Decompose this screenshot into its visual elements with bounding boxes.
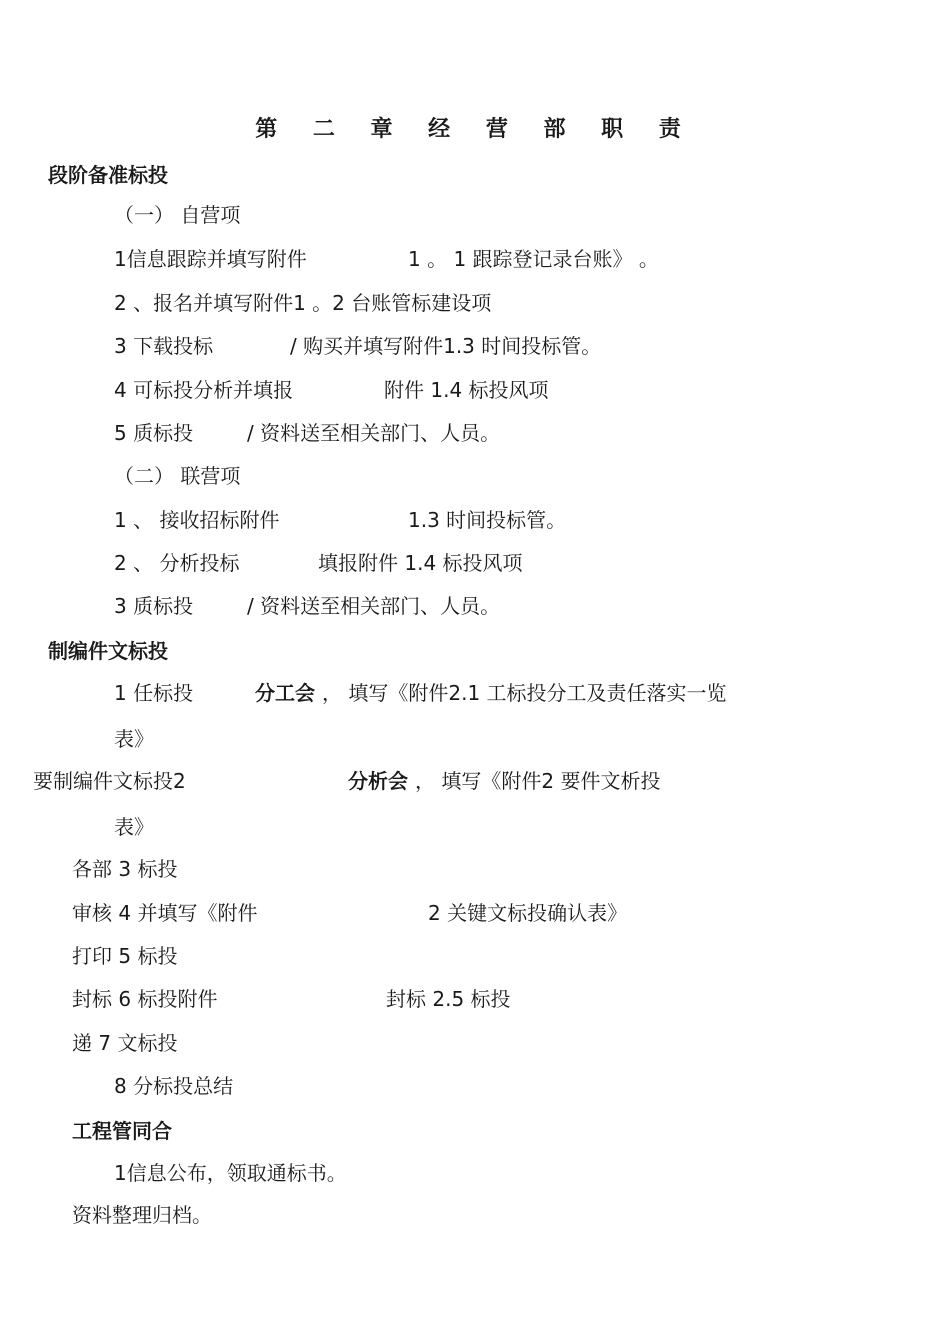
document-text-line: 填报附件 1.4 标投风项 [318, 551, 523, 575]
section-heading: 分析会 [348, 769, 408, 793]
document-text-line: 表》 [114, 727, 154, 751]
section-heading: 制编件文标投 [48, 639, 168, 663]
document-text-line: 资料整理归档。 [72, 1203, 212, 1227]
document-text-line: 2 、 分析投标 [114, 551, 240, 575]
document-text-line: 8 分标投总结 [114, 1074, 234, 1098]
document-text-line: / 资料送至相关部门、人员。 [247, 421, 501, 445]
document-text-line: / 购买并填写附件1.3 时间投标管。 [290, 334, 602, 358]
page-title: 第 二 章 经 营 部 职 责 [255, 117, 695, 142]
document-text-line: 递 7 文标投 [72, 1031, 178, 1055]
document-text-line: 封标 6 标投附件 [72, 987, 218, 1011]
section-heading: 分工会 [255, 681, 315, 705]
document-text-line: 1信息跟踪并填写附件 [114, 247, 307, 271]
document-text-line: ， 填写《附件2 要件文析投 [415, 769, 661, 793]
document-text-line: 3 质标投 [114, 594, 194, 618]
document-text-line: （一） 自营项 [114, 203, 241, 227]
document-text-line: （二） 联营项 [114, 464, 241, 488]
section-heading: 工程管同合 [72, 1119, 172, 1143]
document-text-line: 5 质标投 [114, 421, 194, 445]
document-text-line: 1 、 接收招标附件 [114, 508, 280, 532]
document-text-line: 1信息公布，领取通标书。 [114, 1161, 347, 1185]
section-heading: 段阶备准标投 [48, 163, 168, 187]
document-text-line: 要制编件文标投2 [33, 769, 186, 793]
document-text-line: 1 任标投 [114, 681, 194, 705]
document-text-line: 1 。 1 跟踪登记录台账》 。 [408, 247, 659, 271]
document-text-line: 表》 [114, 815, 154, 839]
document-text-line: 封标 2.5 标投 [386, 987, 511, 1011]
document-text-line: / 资料送至相关部门、人员。 [247, 594, 501, 618]
document-text-line: 打印 5 标投 [72, 944, 178, 968]
document-text-line: 2 关键文标投确认表》 [428, 901, 628, 925]
document-text-line: 审核 4 并填写《附件 [72, 901, 258, 925]
document-text-line: 1.3 时间投标管。 [408, 508, 567, 532]
document-text-line: 4 可标投分析并填报 [114, 378, 294, 402]
document-text-line: 附件 1.4 标投风项 [384, 378, 549, 402]
document-text-line: ， 填写《附件2.1 工标投分工及责任落实一览 [322, 681, 727, 705]
document-text-line: 各部 3 标投 [72, 857, 178, 881]
document-text-line: 3 下载投标 [114, 334, 214, 358]
document-text-line: 2 、报名并填写附件1 。2 台账管标建设项 [114, 291, 492, 315]
